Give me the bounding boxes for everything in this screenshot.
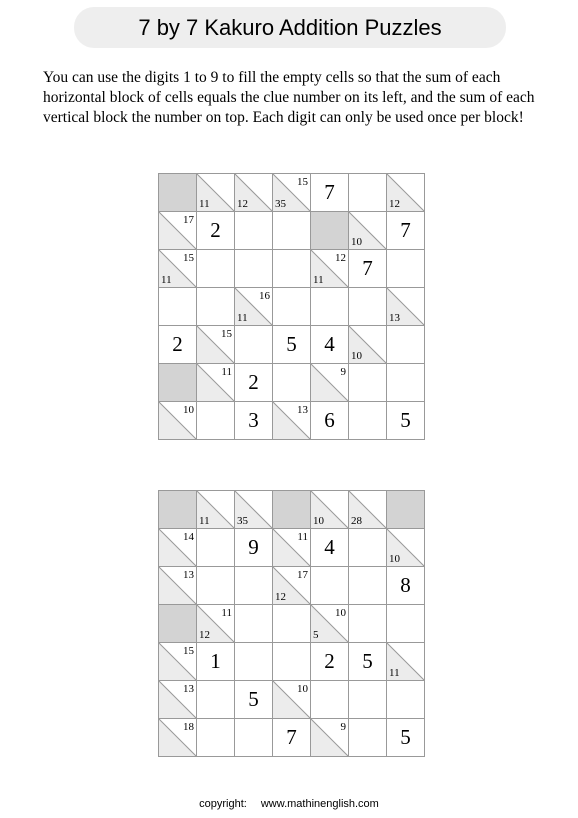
clue-cell (349, 326, 387, 364)
down-clue: 11 (199, 515, 210, 527)
given-digit-cell (311, 529, 349, 567)
empty-cell[interactable] (349, 529, 387, 567)
empty-cell[interactable] (349, 681, 387, 719)
empty-cell[interactable] (311, 567, 349, 605)
empty-cell[interactable] (273, 250, 311, 288)
down-clue: 10 (351, 236, 362, 248)
empty-cell[interactable] (235, 643, 273, 681)
clue-cell (311, 364, 349, 402)
given-digit: 9 (248, 535, 259, 559)
across-clue: 14 (183, 531, 194, 543)
across-clue: 13 (297, 404, 308, 416)
blocked-cell (159, 605, 197, 643)
empty-cell[interactable] (349, 288, 387, 326)
empty-cell[interactable] (235, 605, 273, 643)
across-clue: 16 (259, 290, 270, 302)
kakuro-grid-1 (158, 173, 425, 440)
empty-cell[interactable] (349, 605, 387, 643)
across-clue: 15 (221, 328, 232, 340)
empty-cell[interactable] (349, 719, 387, 757)
clue-cell (387, 288, 425, 326)
given-digit: 7 (324, 180, 335, 204)
given-digit: 5 (248, 687, 259, 711)
page-title: 7 by 7 Kakuro Addition Puzzles (138, 14, 442, 40)
empty-cell[interactable] (197, 529, 235, 567)
empty-cell[interactable] (235, 567, 273, 605)
across-clue: 9 (340, 721, 346, 733)
empty-cell[interactable] (387, 364, 425, 402)
across-clue: 17 (297, 569, 308, 581)
empty-cell[interactable] (273, 212, 311, 250)
clue-cell (197, 364, 235, 402)
down-clue: 10 (389, 553, 400, 565)
blocked-cell (159, 364, 197, 402)
clue-cell (273, 402, 311, 440)
blocked-cell (159, 174, 197, 212)
clue-cell (387, 174, 425, 212)
given-digit-cell (349, 643, 387, 681)
clue-cell (197, 605, 235, 643)
clue-cell (235, 491, 273, 529)
down-clue: 35 (237, 515, 248, 527)
given-digit: 5 (286, 332, 297, 356)
copyright-label: copyright: (199, 798, 247, 810)
empty-cell[interactable] (387, 326, 425, 364)
down-clue: 12 (389, 198, 400, 210)
down-clue: 5 (313, 629, 319, 641)
empty-cell[interactable] (235, 212, 273, 250)
clue-cell (159, 529, 197, 567)
clue-cell (273, 567, 311, 605)
clue-cell (159, 402, 197, 440)
given-digit-cell (387, 402, 425, 440)
empty-cell[interactable] (273, 364, 311, 402)
clue-cell (311, 605, 349, 643)
clue-cell (273, 529, 311, 567)
down-clue: 10 (313, 515, 324, 527)
empty-cell[interactable] (197, 681, 235, 719)
given-digit-cell (387, 567, 425, 605)
given-digit-cell (349, 250, 387, 288)
across-clue: 11 (221, 366, 232, 378)
clue-cell (387, 529, 425, 567)
empty-cell[interactable] (235, 250, 273, 288)
given-digit: 7 (400, 218, 411, 242)
empty-cell[interactable] (311, 288, 349, 326)
given-digit-cell (311, 402, 349, 440)
empty-cell[interactable] (159, 288, 197, 326)
given-digit-cell (273, 719, 311, 757)
empty-cell[interactable] (349, 567, 387, 605)
given-digit: 7 (362, 256, 373, 280)
across-clue: 10 (335, 607, 346, 619)
given-digit: 3 (248, 408, 259, 432)
empty-cell[interactable] (387, 250, 425, 288)
clue-cell (235, 288, 273, 326)
given-digit-cell (387, 719, 425, 757)
across-clue: 13 (183, 569, 194, 581)
down-clue: 28 (351, 515, 362, 527)
clue-cell (197, 174, 235, 212)
given-digit: 5 (362, 649, 373, 673)
blocked-cell (159, 491, 197, 529)
across-clue: 9 (340, 366, 346, 378)
down-clue: 12 (237, 198, 248, 210)
title-banner (74, 7, 506, 48)
empty-cell[interactable] (197, 402, 235, 440)
clue-cell (349, 212, 387, 250)
across-clue: 15 (183, 252, 194, 264)
clue-cell (159, 643, 197, 681)
down-clue: 35 (275, 198, 286, 210)
clue-cell (197, 491, 235, 529)
empty-cell[interactable] (349, 364, 387, 402)
given-digit-cell (235, 529, 273, 567)
across-clue: 17 (183, 214, 194, 226)
given-digit: 5 (400, 408, 411, 432)
given-digit: 2 (172, 332, 183, 356)
given-digit-cell (197, 212, 235, 250)
across-clue: 15 (183, 645, 194, 657)
empty-cell[interactable] (387, 681, 425, 719)
across-clue: 10 (297, 683, 308, 695)
given-digit: 1 (210, 649, 221, 673)
across-clue: 18 (183, 721, 194, 733)
empty-cell[interactable] (273, 605, 311, 643)
down-clue: 13 (389, 312, 400, 324)
given-digit: 6 (324, 408, 335, 432)
clue-cell (273, 681, 311, 719)
down-clue: 12 (199, 629, 210, 641)
given-digit-cell (387, 212, 425, 250)
down-clue: 11 (313, 274, 324, 286)
across-clue: 10 (183, 404, 194, 416)
blocked-cell (387, 491, 425, 529)
blocked-cell (311, 212, 349, 250)
down-clue: 11 (199, 198, 210, 210)
given-digit: 4 (324, 535, 335, 559)
given-digit-cell (311, 174, 349, 212)
clue-cell (311, 250, 349, 288)
clue-cell (159, 719, 197, 757)
given-digit-cell (159, 326, 197, 364)
empty-cell[interactable] (311, 681, 349, 719)
clue-cell (311, 491, 349, 529)
empty-cell[interactable] (197, 719, 235, 757)
empty-cell[interactable] (387, 605, 425, 643)
given-digit-cell (273, 326, 311, 364)
empty-cell[interactable] (197, 567, 235, 605)
empty-cell[interactable] (235, 719, 273, 757)
given-digit-cell (235, 681, 273, 719)
given-digit: 4 (324, 332, 335, 356)
given-digit: 2 (324, 649, 335, 673)
given-digit-cell (311, 326, 349, 364)
clue-cell (273, 174, 311, 212)
down-clue: 11 (161, 274, 172, 286)
across-clue: 15 (297, 176, 308, 188)
down-clue: 11 (237, 312, 248, 324)
given-digit: 8 (400, 573, 411, 597)
clue-cell (159, 212, 197, 250)
given-digit-cell (311, 643, 349, 681)
clue-cell (159, 250, 197, 288)
given-digit: 2 (248, 370, 259, 394)
clue-cell (387, 643, 425, 681)
empty-cell[interactable] (273, 288, 311, 326)
copyright-site: www.mathinenglish.com (260, 798, 379, 810)
across-clue: 12 (335, 252, 346, 264)
given-digit: 2 (210, 218, 221, 242)
across-clue: 13 (183, 683, 194, 695)
kakuro-grid-2 (158, 490, 425, 757)
across-clue: 11 (297, 531, 308, 543)
clue-cell (197, 326, 235, 364)
given-digit-cell (197, 643, 235, 681)
copyright-footer (0, 798, 578, 810)
given-digit: 5 (400, 725, 411, 749)
empty-cell[interactable] (273, 643, 311, 681)
empty-cell[interactable] (349, 174, 387, 212)
down-clue: 12 (275, 591, 286, 603)
down-clue: 10 (351, 350, 362, 362)
given-digit-cell (235, 402, 273, 440)
empty-cell[interactable] (197, 250, 235, 288)
clue-cell (349, 491, 387, 529)
down-clue: 11 (389, 667, 400, 679)
empty-cell[interactable] (197, 288, 235, 326)
empty-cell[interactable] (349, 402, 387, 440)
clue-cell (235, 174, 273, 212)
instructions-text: You can use the digits 1 to 9 to fill the empty cells so that the sum of each horizontal block of cells equals the clue number on its left, and the sum of each vertical block the number on top. Each digit can only be used once per block! (43, 69, 535, 126)
given-digit-cell (235, 364, 273, 402)
given-digit: 7 (286, 725, 297, 749)
clue-cell (311, 719, 349, 757)
empty-cell[interactable] (235, 326, 273, 364)
across-clue: 11 (221, 607, 232, 619)
clue-cell (159, 567, 197, 605)
clue-cell (159, 681, 197, 719)
blocked-cell (273, 491, 311, 529)
